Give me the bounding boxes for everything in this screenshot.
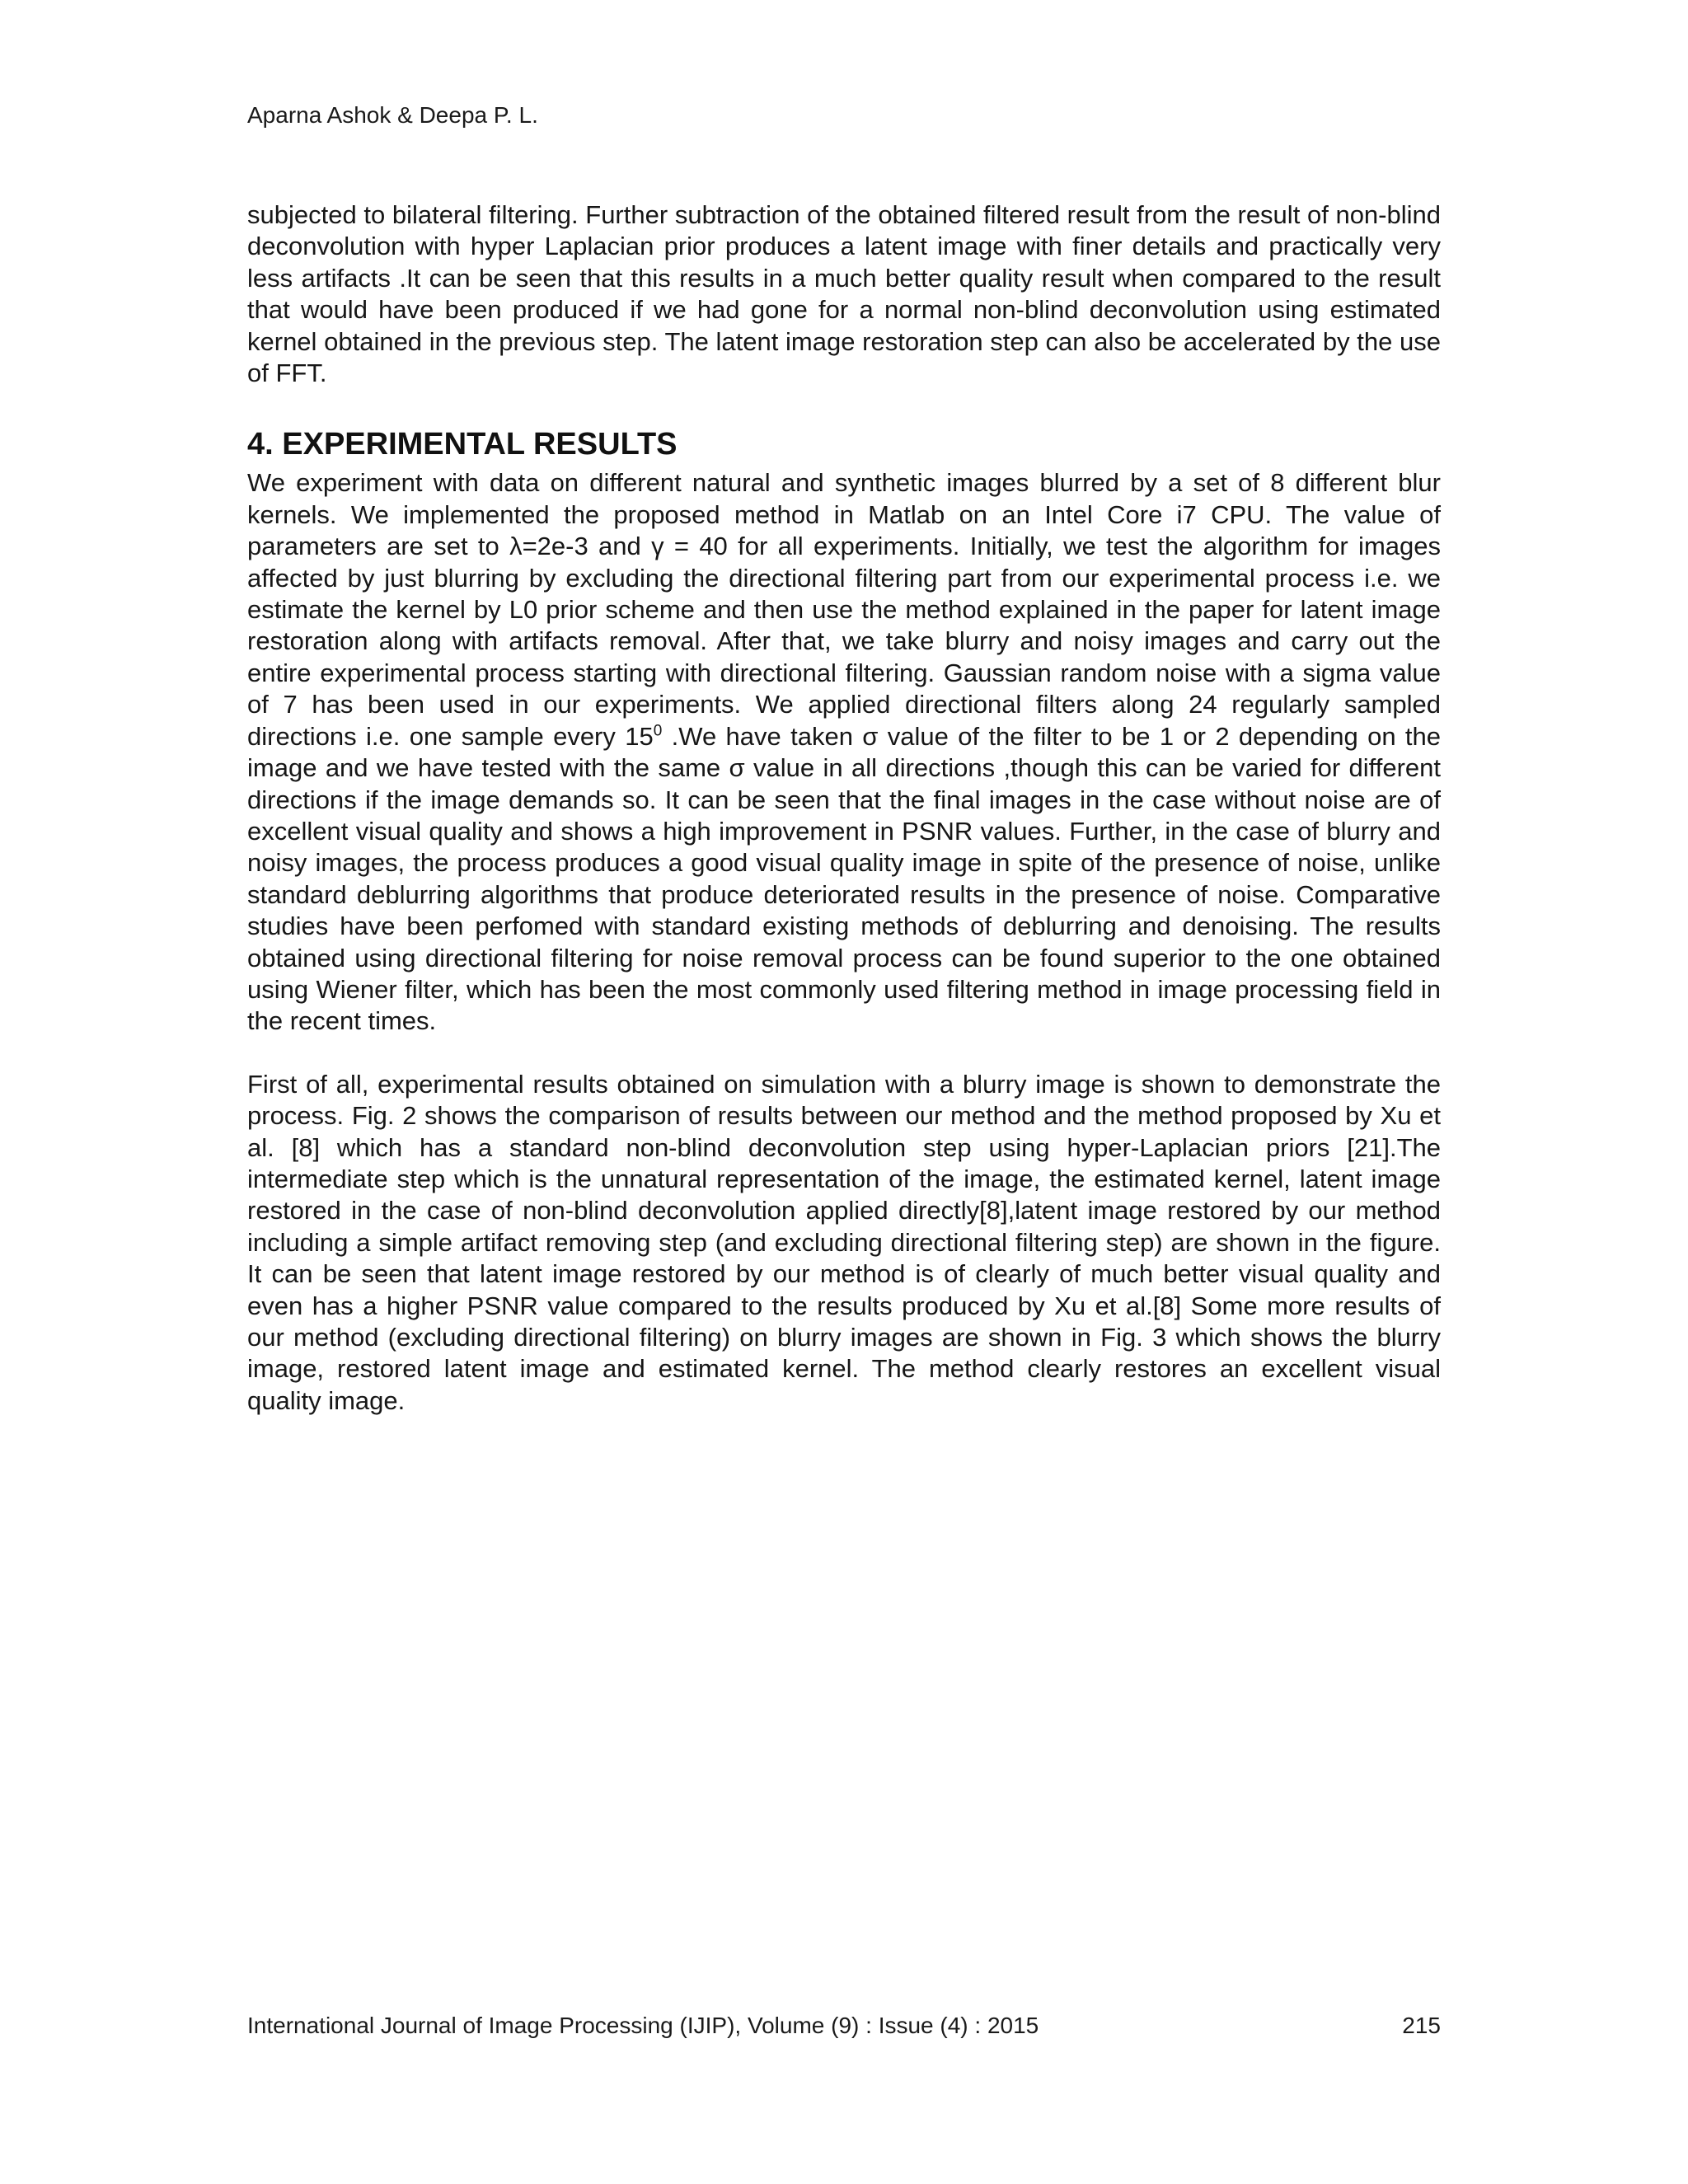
- main-content: [247, 199, 1441, 1417]
- paragraph-text-part-b: .We have taken σ value of the filter to be 1 or 2 depending on the image and we have tested with the same σ value in all directions ,though this can be varied for different directions if the image demands so. It can be seen that the final images in the case without noise are of excellent visual quality and shows a high improvement in PSNR values. Further, in the case of blurry and noisy images, the process produces a good visual quality image in spite of the presence of noise, unlike standard deblurring algorithms that produce deteriorated results in the presence of noise. Comparative studies have been perfomed with standard existing methods of deblurring and denoising. The results obtained using directional filtering for noise removal process can be found superior to the one obtained using Wiener filter, which has been the most commonly used filtering method in image processing field in the recent times.: [247, 721, 1441, 1036]
- experimental-results-paragraph: [247, 467, 1441, 1037]
- footer-journal-citation: International Journal of Image Processing (IJIP), Volume (9) : Issue (4) : 2015: [247, 2013, 1039, 2038]
- running-header-authors: Aparna Ashok & Deepa P. L.: [247, 102, 538, 128]
- section-heading: 4. EXPERIMENTAL RESULTS: [247, 427, 678, 462]
- degree-superscript: 0: [653, 722, 663, 740]
- simulation-results-paragraph: First of all, experimental results obtained on simulation with a blurry image is shown to demonstrate the process. Fig. 2 shows the comparison of results between our method and the method proposed by Xu et al. [8] which has a standard non-blind deconvolution step using hyper-Laplacian priors [21].The intermediate step which is the unnatural representation of the image, the estimated kernel, latent image restored in the case of non-blind deconvolution applied directly[8],latent image restored by our method including a simple artifact removing step (and excluding directional filtering step) are shown in the figure. It can be seen that latent image restored by our method is of clearly of much better visual quality and even has a higher PSNR value compared to the results produced by Xu et al.[8] Some more results of our method (excluding directional filtering) on blurry images are shown in Fig. 3 which shows the blurry image, restored latent image and estimated kernel. The method clearly restores an excellent visual quality image.: [247, 1069, 1441, 1415]
- footer-page-number: 215: [1402, 2013, 1441, 2038]
- intro-paragraph: subjected to bilateral filtering. Further subtraction of the obtained filtered result from the result of non-blind deconvolution with hyper Laplacian prior produces a latent image with finer details and practically very less artifacts .It can be seen that this results in a much better quality result when compared to the result that would have been produced if we had gone for a normal non-blind deconvolution using estimated kernel obtained in the previous step. The latent image restoration step can also be accelerated by the use of FFT.: [247, 200, 1441, 388]
- paragraph-text-part-a: We experiment with data on different natural and synthetic images blurred by a set of 8 different blur kernels. We implemented the proposed method in Matlab on an Intel Core i7 CPU. The value of parameters are set to λ=2e-3 and γ = 40 for all experiments. Initially, we test the algorithm for images affected by just blurring by excluding the directional filtering part from our experimental process i.e. we estimate the kernel by L0 prior scheme and then use the method explained in the paper for latent image restoration along with artifacts removal. After that, we take blurry and noisy images and carry out the entire experimental process starting with directional filtering. Gaussian random noise with a sigma value of 7 has been used in our experiments. We applied directional filters along 24 regularly sampled directions i.e. one sample every 15: [247, 468, 1441, 751]
